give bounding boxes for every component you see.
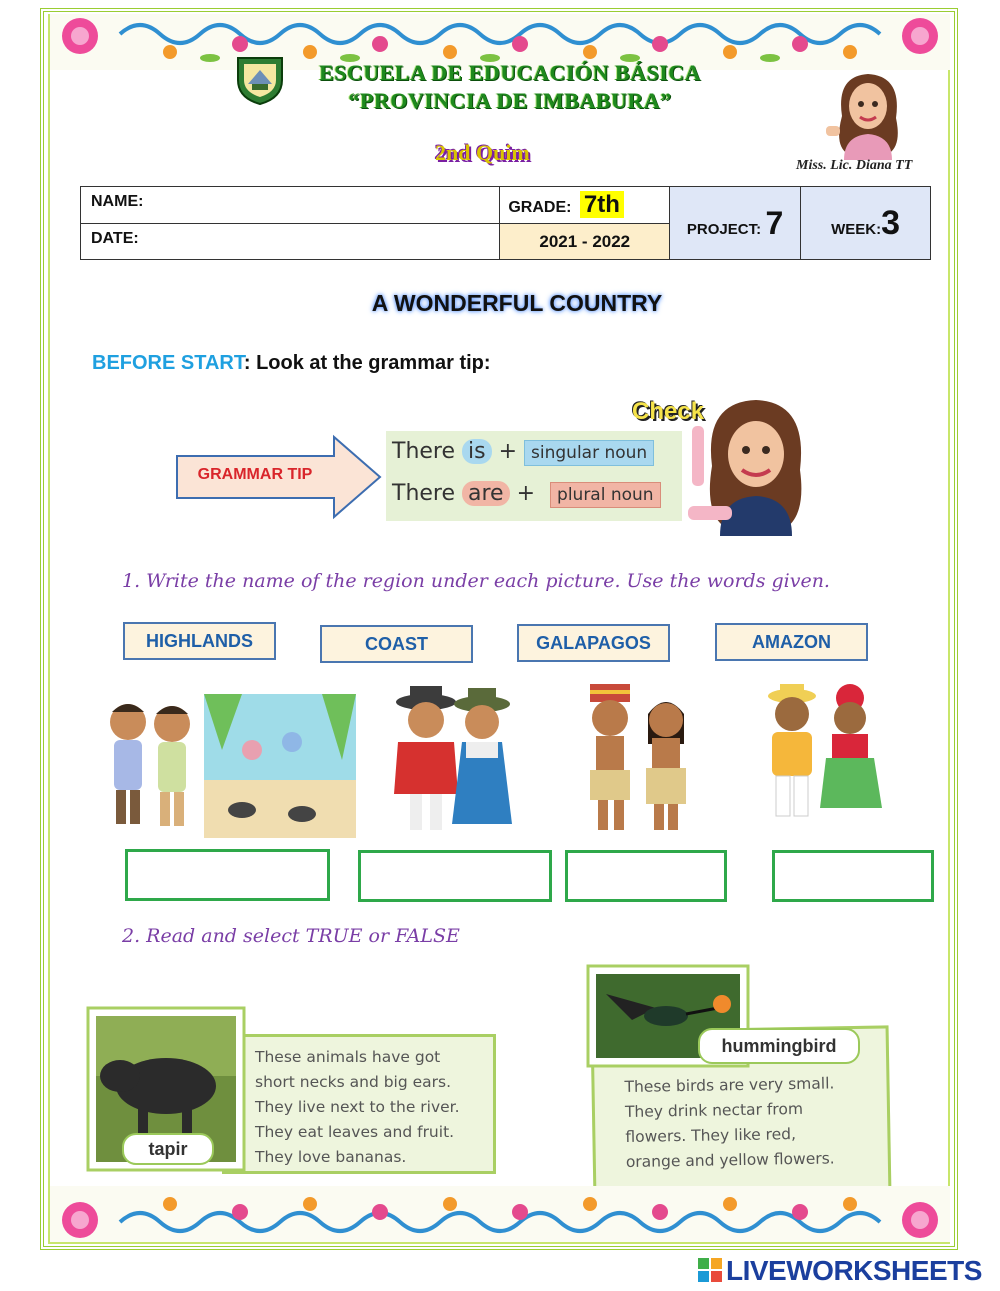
word-amazon[interactable]: AMAZON [715, 623, 868, 661]
hummingbird-label: hummingbird [698, 1028, 860, 1064]
week-value: 3 [881, 203, 900, 242]
picture-region-3 [576, 684, 706, 840]
answer-box-2[interactable] [358, 850, 552, 902]
worksheet-title: A WONDERFUL COUNTRY [371, 290, 663, 316]
bird-line-3: flowers. They like red, [625, 1125, 797, 1147]
date-cell[interactable] [81, 224, 500, 260]
week-cell [801, 187, 931, 260]
rule1-noun: singular noun [524, 440, 654, 466]
picture-region-4 [758, 682, 886, 840]
date-label: DATE: [91, 230, 139, 247]
before-start-text: : Look at the grammar tip: [243, 352, 491, 374]
project-value: 7 [765, 204, 784, 241]
week-label: WEEK: [831, 220, 882, 238]
teacher-pointing-avatar [686, 396, 812, 536]
rule2-there: There [392, 481, 456, 506]
school-name-line2: “PROVINCIA DE IMBABURA” [348, 88, 672, 113]
rule2-noun: plural noun [550, 482, 661, 508]
rule2-plus: + [516, 481, 536, 506]
tapir-line-1: These animals have got [255, 1048, 441, 1066]
before-start-line [92, 352, 491, 375]
quimester-label: 2nd Quim [435, 140, 530, 165]
grade-cell [500, 187, 670, 224]
tapir-line-3: They live next to the river. [255, 1098, 460, 1116]
grade-value: 7th [580, 191, 624, 218]
name-cell[interactable] [81, 187, 500, 224]
name-label: NAME: [91, 193, 144, 210]
tapir-line-4: They eat leaves and fruit. [255, 1123, 455, 1141]
liveworksheets-brand: LIVEWORKSHEETS [726, 1255, 982, 1286]
picture-region-1 [102, 690, 358, 840]
rule-row-2 [392, 481, 661, 506]
answer-box-1[interactable] [125, 849, 330, 901]
project-cell [670, 187, 801, 260]
word-highlands[interactable]: HIGHLANDS [123, 622, 276, 660]
teacher-signature: Miss. Lic. Diana TT [796, 158, 913, 173]
liveworksheets-logo-icon [698, 1258, 722, 1282]
check-label: Check [632, 398, 705, 425]
bird-line-2: They drink nectar from [624, 1099, 804, 1122]
project-label: PROJECT: [686, 220, 762, 238]
grammar-rule-box [386, 431, 682, 521]
school-name-line1: ESCUELA DE EDUCACIÓN BÁSICA [318, 60, 702, 85]
bird-line-4: orange and yellow flowers. [625, 1149, 835, 1172]
school-crest-icon [232, 50, 288, 106]
exercise2-instruction: 2. Read and select TRUE or FALSE [122, 925, 460, 947]
student-info-table [80, 186, 931, 260]
grammar-tip-label: GRAMMAR TIP [197, 466, 313, 483]
exercise1-instruction: 1. Write the name of the region under each picture. Use the words given. [122, 570, 830, 592]
rule1-plus: + [498, 439, 518, 464]
teacher-avatar [822, 66, 914, 160]
tapir-line-5: They love bananas. [255, 1148, 407, 1166]
before-start-highlight: BEFORE START [92, 352, 244, 374]
tapir-line-2: short necks and big ears. [255, 1073, 452, 1091]
tapir-text-card [222, 1034, 496, 1174]
bird-line-1: These birds are very small. [624, 1074, 835, 1097]
bottom-flower-border [50, 1186, 950, 1242]
tapir-label: tapir [122, 1133, 214, 1165]
answer-box-3[interactable] [565, 850, 727, 902]
rule2-verb: are [462, 481, 510, 506]
picture-region-2 [386, 684, 522, 840]
rule-row-1 [392, 439, 654, 464]
word-coast[interactable]: COAST [320, 625, 473, 663]
word-galapagos[interactable]: GALAPAGOS [517, 624, 670, 662]
rule1-verb: is [462, 439, 492, 464]
school-year: 2021 - 2022 [500, 224, 670, 260]
rule1-there: There [392, 439, 456, 464]
grade-label: GRADE: [508, 199, 572, 216]
answer-box-4[interactable] [772, 850, 934, 902]
